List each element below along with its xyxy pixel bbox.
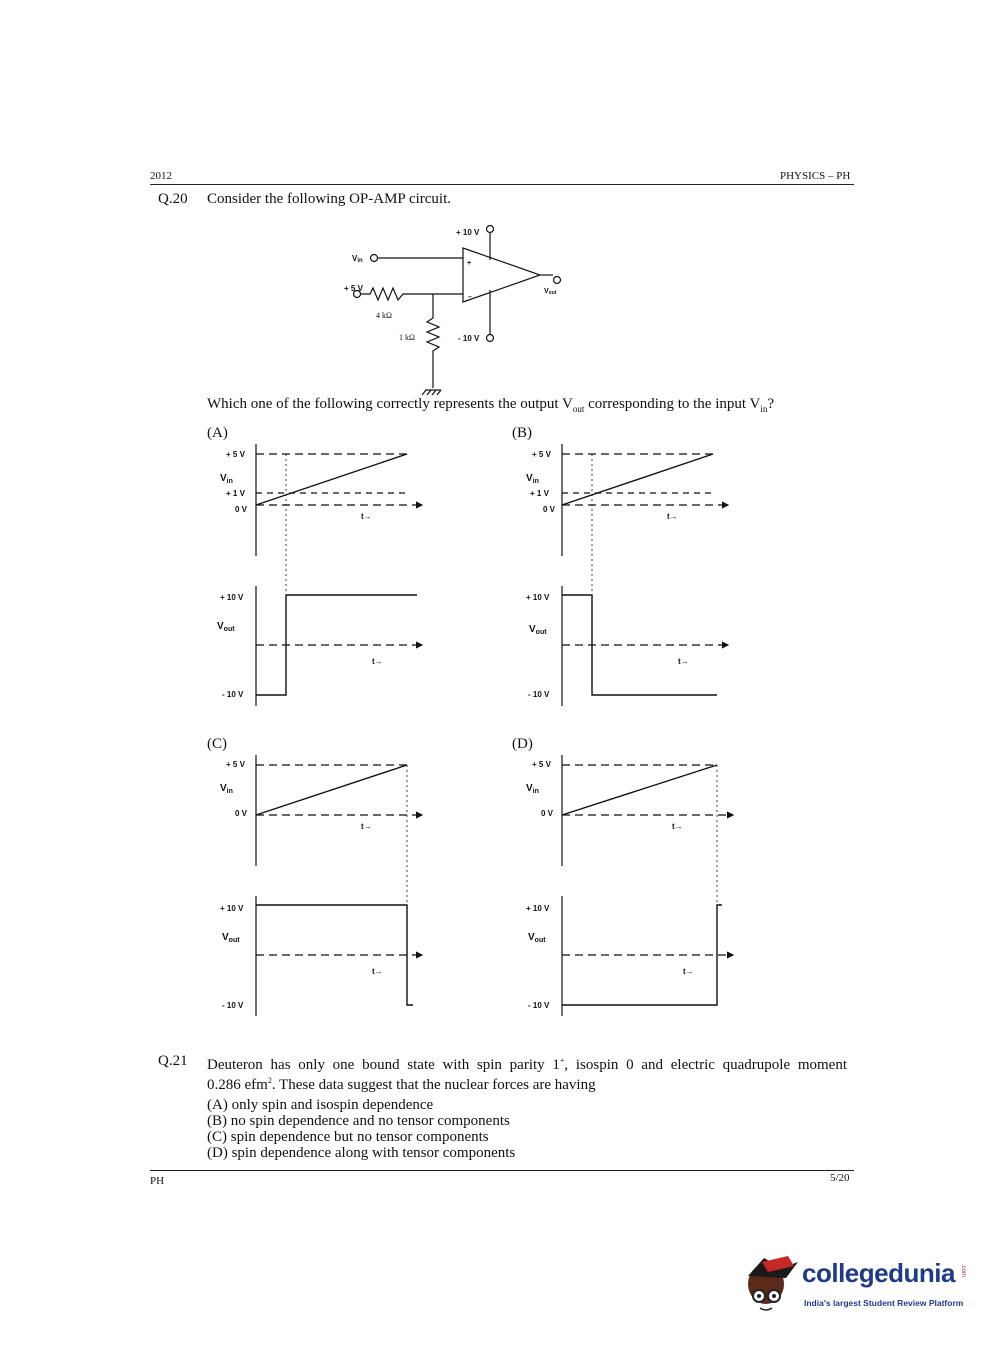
svg-text:t→: t→: [667, 512, 678, 521]
option-b-graph: [562, 444, 728, 706]
collegedunia-watermark: [742, 1250, 974, 1320]
svg-text:t→: t→: [361, 822, 372, 831]
svg-text:+ 10 V: + 10 V: [526, 593, 550, 602]
q21-option-a: (A) only spin and isospin dependence: [207, 1097, 434, 1113]
svg-text:Vout: $V_{out}$: [217, 621, 235, 633]
svg-text:Vin: $V_{in}$: [220, 783, 233, 795]
svg-text:+ 1 V: + 1 V: [530, 489, 549, 498]
header-subject: PHYSICS – PH: [780, 170, 851, 182]
svg-text:Vin: $V_{in}$: [526, 783, 539, 795]
footer-left: PH: [150, 1175, 165, 1187]
svg-text:- 10 V: - 10 V: [528, 690, 550, 699]
option-b-label: (B): [512, 425, 532, 441]
svg-text:0 V: 0 V: [235, 505, 248, 514]
svg-text:Vin: $V_{in}$: [220, 473, 233, 485]
svg-text:+ 5 V: + 5 V: [226, 450, 245, 459]
svg-text:+ 5 V: + 5 V: [532, 450, 551, 459]
q21-number: Q.21: [158, 1053, 188, 1069]
svg-text:0 V: 0 V: [543, 505, 556, 514]
footer-rule: [150, 1170, 854, 1171]
circuit-vin: V: [352, 254, 358, 263]
svg-text:t→: t→: [372, 657, 383, 666]
circuit-vin-sub: in: [357, 258, 363, 264]
option-a-graph: [256, 444, 422, 706]
svg-text:0 V: 0 V: [235, 809, 248, 818]
circuit-vout-sub: out: [548, 290, 557, 296]
svg-text:t→: t→: [678, 657, 689, 666]
header-year: 2012: [150, 170, 172, 182]
svg-text:t→: t→: [372, 967, 383, 976]
q21-option-b: (B) no spin dependence and no tensor components: [207, 1113, 510, 1129]
brand-tagline: India's largest Student Review Platform: [804, 1298, 964, 1308]
svg-text:- 10 V: - 10 V: [222, 1001, 244, 1010]
svg-text:- 10 V: - 10 V: [222, 690, 244, 699]
svg-text:- 10 V: - 10 V: [528, 1001, 550, 1010]
svg-text:+ 5 V: + 5 V: [226, 760, 245, 769]
circuit-vout: V: [544, 288, 549, 295]
mascot-icon: [742, 1250, 802, 1320]
option-c-label: (C): [207, 736, 227, 752]
svg-text:+ 10 V: + 10 V: [220, 593, 244, 602]
svg-text:+ 10 V: + 10 V: [220, 904, 244, 913]
circuit-r1: 4 kΩ: [376, 311, 392, 320]
circuit-plus: +: [467, 260, 472, 267]
q21-text: Deuteron has only one bound state with spin parity 1+, isospin 0 and electric quadrupole moment 0.286 efm$^2$. These data suggest that the nuclear forces are having: [207, 1056, 847, 1093]
svg-text:t→: t→: [683, 967, 694, 976]
svg-text:Vout: $V_{out}$: [222, 932, 240, 944]
option-d-label: (D): [512, 736, 533, 752]
q20-text: Consider the following OP-AMP circuit.: [207, 191, 452, 207]
svg-text:Vout: $V_{out}$: [529, 624, 547, 636]
footer-page: 5/20: [830, 1172, 850, 1184]
svg-text:t→: t→: [361, 512, 372, 521]
circuit-r2: 1 kΩ: [399, 333, 415, 342]
circuit-vminus: - 10 V: [458, 334, 480, 343]
svg-text:t→: t→: [672, 822, 683, 831]
circuit-vref: + 5 V: [344, 284, 363, 293]
circuit-vplus: + 10 V: [456, 228, 480, 237]
svg-text:+ 1 V: + 1 V: [226, 489, 245, 498]
brand-name: collegedunia: [802, 1258, 955, 1288]
q21-options: [207, 1097, 515, 1161]
svg-text:+ 5 V: + 5 V: [532, 760, 551, 769]
circuit-minus: –: [468, 294, 472, 301]
option-d-graph: [562, 755, 733, 1016]
q20-question: Which one of the following correctly represents the output $V_{out}$ corresponding to the input $V_{in}$?: [207, 396, 775, 414]
svg-text:Vin: $V_{in}$: [526, 473, 539, 485]
svg-text:+ 10 V: + 10 V: [526, 904, 550, 913]
option-a-label: (A): [207, 425, 228, 441]
svg-text:0 V: 0 V: [541, 809, 554, 818]
svg-text:Vout: $V_{out}$: [528, 932, 546, 944]
brand-dotcom: .com: [960, 1264, 966, 1278]
q21-option-c: (C) spin dependence but no tensor components: [207, 1129, 489, 1145]
q20-number: Q.20: [158, 191, 188, 207]
q21-option-d: (D) spin dependence along with tensor components: [207, 1145, 516, 1161]
option-c-graph: [256, 755, 422, 1016]
